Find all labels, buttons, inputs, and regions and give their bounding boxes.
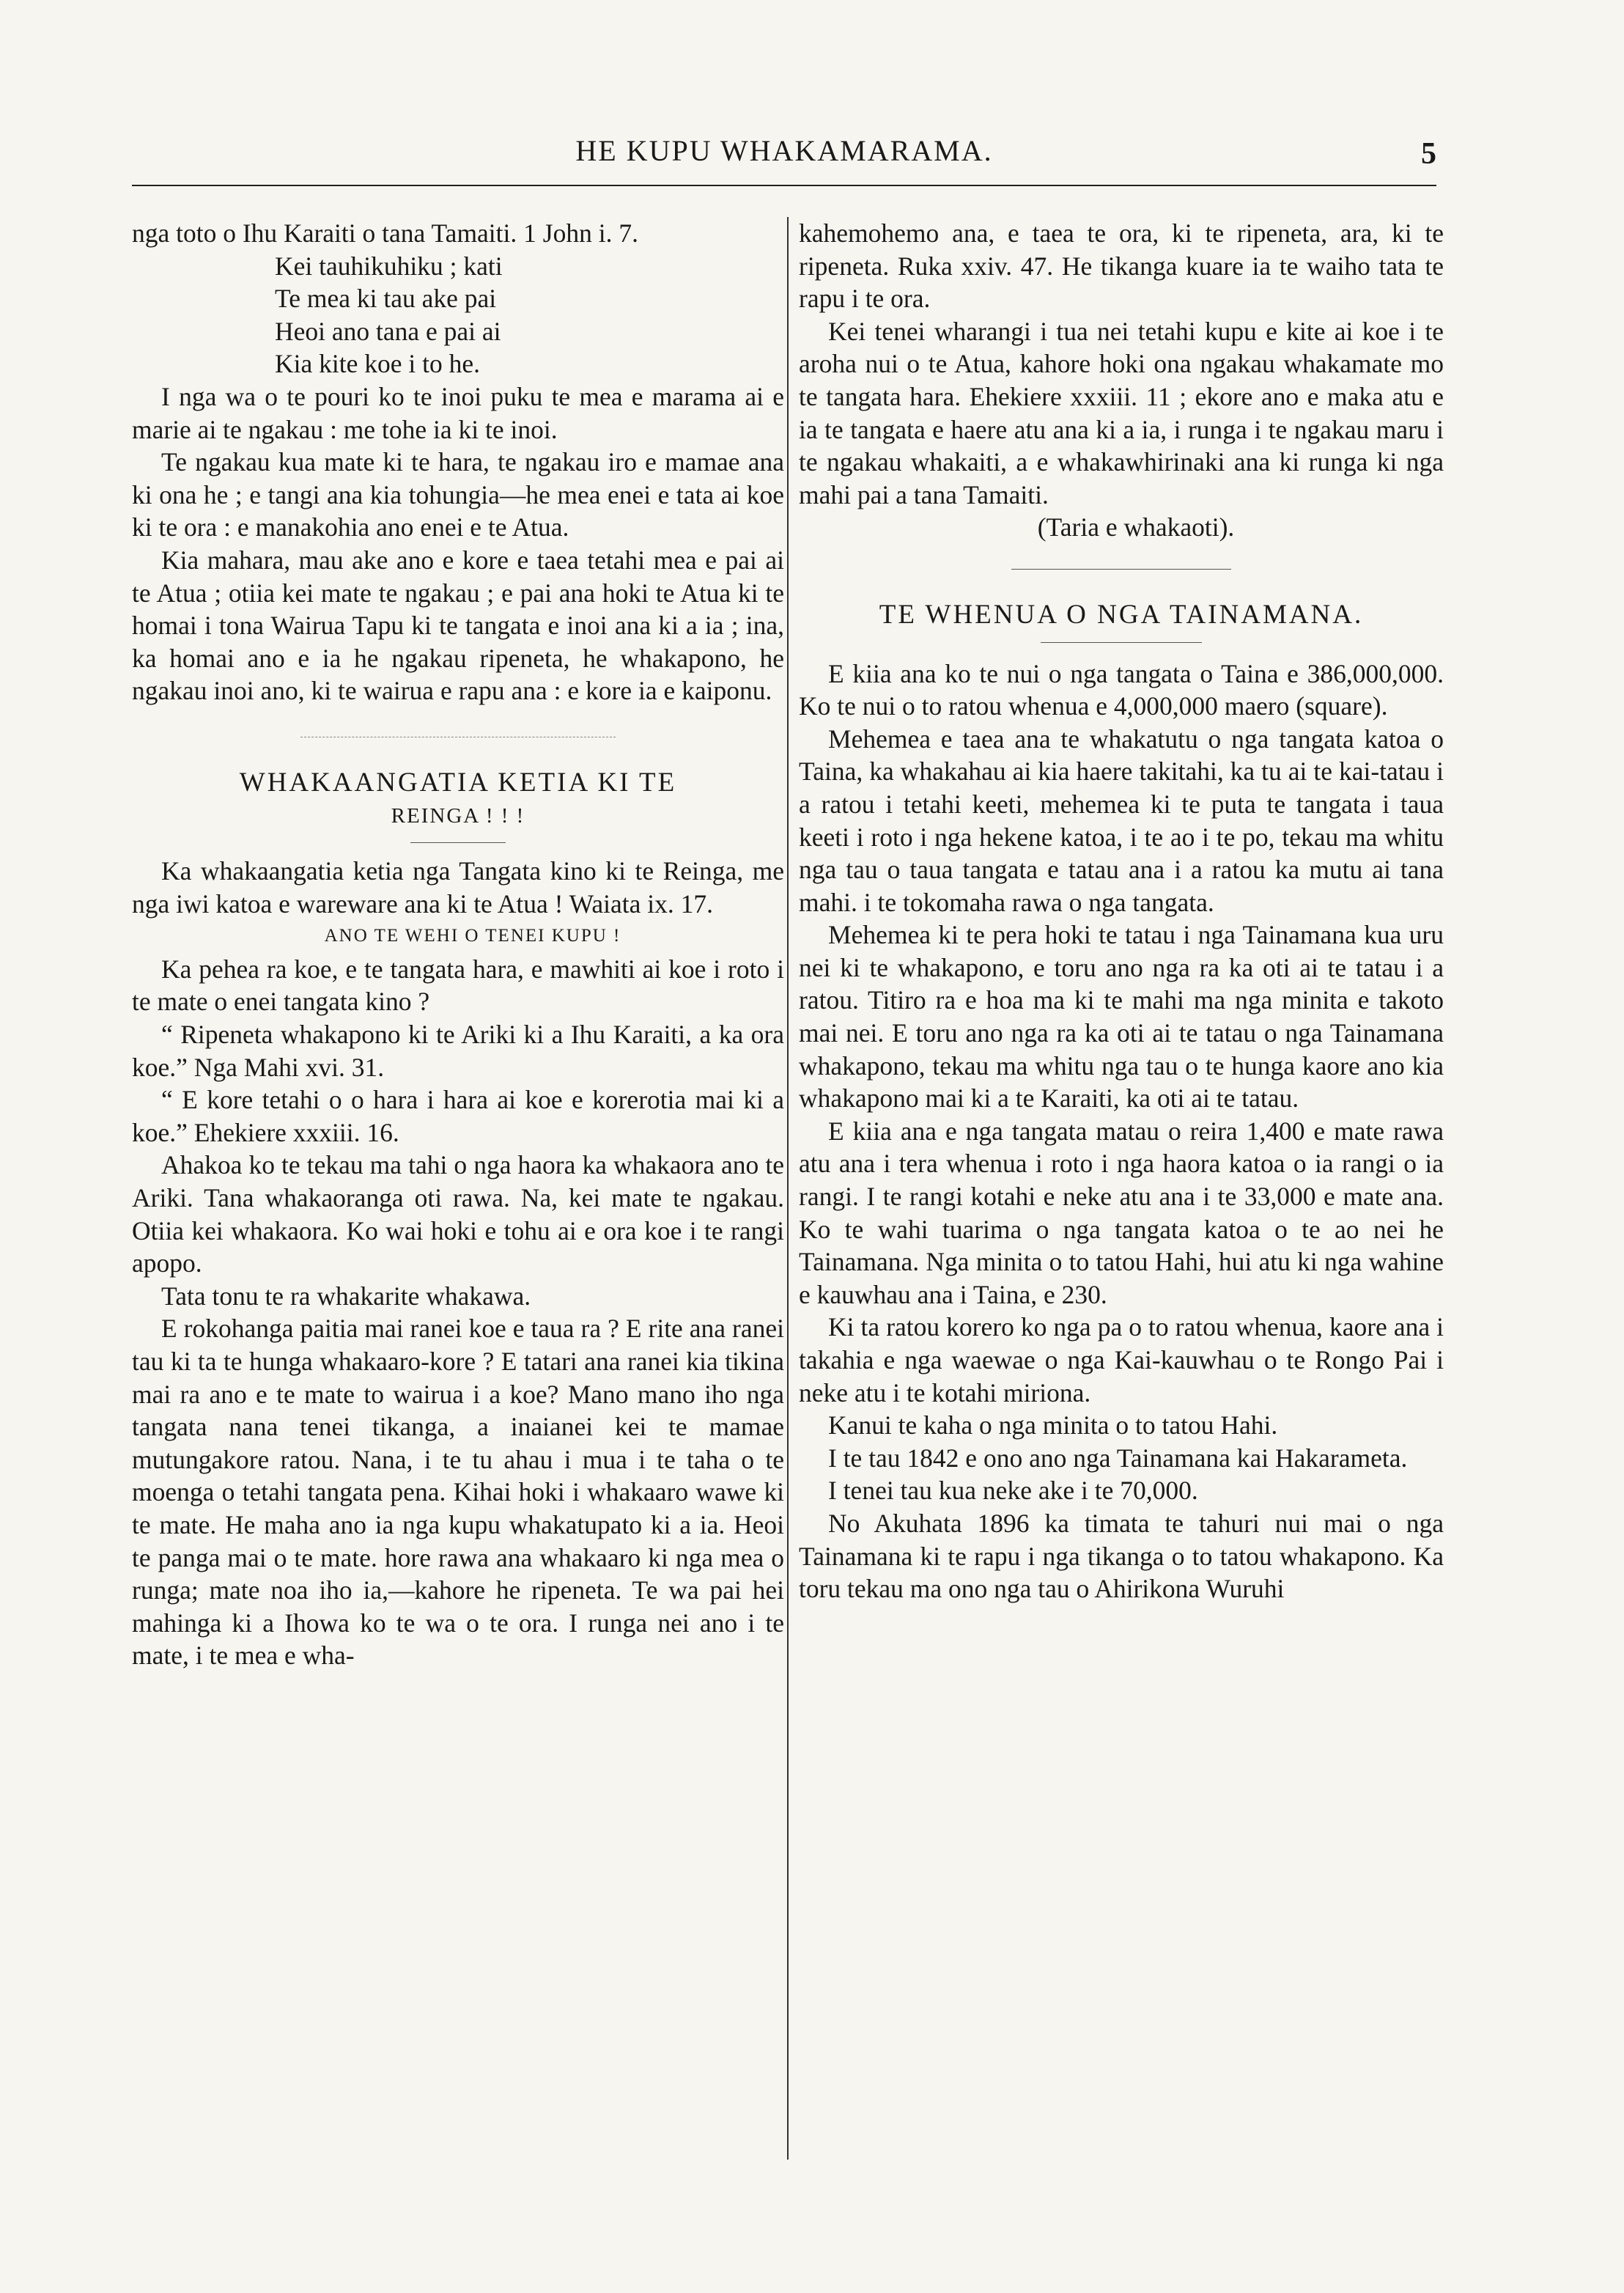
paragraph: kahemohemo ana, e taea te ora, ki te ripeneta, ara, ki te ripeneta. Ruka xxiv. 47. He tikanga kuare ia te waiho tata te rapu i te ora. — [799, 218, 1444, 314]
paragraph: Mehemea ki te pera hoki te tatau i nga Tainamana kua uru nei ki te whakapono, e toru ano nga ra ka oti ai te tatau i a ratou. Titiro ra e hoa ma ki te mahi ma nga minita e takoto mai nei. E toru ano nga ra ka oti ai te tatau o nga Tainamana whakapono, tekau ma whitu nga tau o te hunga kaore ano kia whakapono mai ki a te Karaiti, ka oti ai te tatau. — [799, 920, 1444, 1114]
verse-line: Kia kite koe i to he. — [275, 349, 480, 379]
paragraph: I te tau 1842 e ono ano nga Tainamana kai Hakarameta. — [828, 1443, 1408, 1473]
paragraph: Ka whakaangatia ketia nga Tangata kino ki te Reinga, me nga iwi katoa e wareware ana ki te Atua ! Waiata ix. 17. — [132, 856, 784, 919]
page-header — [132, 133, 1436, 185]
paragraph: Ahakoa ko te tekau ma tahi o nga haora ka whakaora ano te Ariki. Tana whakaoranga oti rawa. Na, kei mate te ngakau. Otiia kei whakaora. Ko wai hoki e tohu ai e ora koe i te rangi apopo. — [132, 1150, 784, 1278]
verse-line: Heoi ano tana e pai ai — [275, 316, 501, 346]
verse-line: Kei tauhikuhiku ; kati — [275, 251, 503, 281]
continuation-note: (Taria e whakaoti). — [1037, 512, 1235, 542]
paragraph: I tenei tau kua neke ake i te 70,000. — [828, 1476, 1198, 1506]
paragraph: nga toto o Ihu Karaiti o tana Tamaiti. 1 John i. 7. — [132, 218, 638, 248]
article-heading: TE WHENUA O NGA TAINAMANA. — [879, 599, 1364, 630]
paragraph: “ Ripeneta whakapono ki te Ariki ki a Ihu Karaiti, a ka ora koe.” Nga Mahi xvi. 31. — [132, 1020, 784, 1082]
paragraph: Te ngakau kua mate ki te hara, te ngakau iro e mamae ana ki ona he ; e tangi ana kia tohungia—he mea enei e tata ai koe ki te ora : e manakohia ano enei e te Atua. — [132, 447, 784, 542]
paragraph: Kia mahara, mau ake ano e kore e taea tetahi mea e pai ai te Atua ; otiia kei mate te ngakau ; e pai ana hoki te Atua ki te homai i tona Wairua Tapu ki te tangata e inoi ana ki a ia ; ina, ka homai ano e ia he ngakau ripeneta, he whakapono, he ngakau inoi ano, ki te wairua e rapu ana : e kore ia e kaiponu. — [132, 545, 784, 706]
exclamation-line: ANO TE WEHI O TENEI KUPU ! — [324, 926, 621, 946]
section-divider — [1011, 569, 1231, 570]
verse — [132, 250, 784, 380]
page-number: 5 — [1421, 137, 1436, 171]
heading-rule — [410, 842, 506, 843]
paragraph: No Akuhata 1896 ka timata te tahuri nui mai o nga Tainamana ki te rapu i nga tikanga o to tatou whakapono. Ka toru tekau ma ono nga tau o Ahirikona Wuruhi — [799, 1508, 1444, 1604]
heading-rule — [1041, 642, 1202, 643]
header-rule — [132, 185, 1436, 186]
running-title: HE KUPU WHAKAMARAMA. — [575, 134, 993, 167]
paragraph: I nga wa o te pouri ko te inoi puku te mea e marama ai e marie ai te ngakau : me tohe ia ki te inoi. — [132, 381, 784, 444]
right-column — [799, 217, 1444, 1605]
column-divider — [787, 217, 789, 2160]
paragraph: E kiia ana e nga tangata matau o reira 1,400 e mate rawa atu ana i tera whenua i roto i nga haora katoa o ia rangi o ia rangi. I te rangi kotahi e neke atu ana i te 33,000 e mate ana. Ko te wahi tuarima o nga tangata katoa o te ao nei he Tainamana. Nga minita o to tatou Hahi, hui atu ki nga wahine e kauwhau ana i Taina, e 230. — [799, 1116, 1444, 1309]
paragraph: E rokohanga paitia mai ranei koe e taua ra ? E rite ana ranei tau ki ta te hunga whakaaro-kore ? E tatari ana ranei kia tikina mai ra ano e te mate to wairua i a koe? Mano mano iho nga tangata nana tenei tikanga, a inaianei kei te mamae mutungakore ratou. Nana, i te tu ahau i mua i te taha o te moenga o tetahi tangata pena. Kihai hoki i whakaaro wawe ki te mate. He maha ano ia nga kupu whakatupato ki a ia. Heoi te panga mai o te mate. hore rawa ana whakaaro ki nga mea o runga; mate noa iho ia,—kahore he ripeneta. Te wa pai hei mahinga ki a Ihowa ko te wa o te ora. I runga nei ano i te mate, i te mea e wha- — [132, 1314, 784, 1671]
paragraph: Mehemea e taea ana te whakatutu o nga tangata katoa o Taina, ka whakahau ai kia haere takitahi, ka tu ai te kai-tatau i a ratou i tetahi keeti, mehemea ki te puta te tangata i taua keeti i roto i nga hekene katoa, i te ao i te po, tekau ma whitu nga tau o taua tangata e tatau ana i a ratou ka mutu ai tana mahi. i te tokomaha rawa o nga tangata. — [799, 724, 1444, 917]
paragraph: Ka pehea ra koe, e te tangata hara, e mawhiti ai koe i roto i te mate o enei tangata kino ? — [132, 954, 784, 1017]
left-column — [132, 217, 784, 1672]
paragraph: Ki ta ratou korero ko nga pa o to ratou whenua, kaore ana i takahia e nga waewae o nga Kai-kauwhau o te Rongo Pai i neke atu i te kotahi miriona. — [799, 1312, 1444, 1407]
article-heading: WHAKAANGATIA KETIA KI TE — [239, 767, 677, 798]
paragraph: Kanui te kaha o nga minita o to tatou Hahi. — [828, 1410, 1278, 1440]
paragraph: E kiia ana ko te nui o nga tangata o Taina e 386,000,000. Ko te nui o to ratou whenua e 4,000,000 maero (square). — [799, 658, 1444, 721]
paragraph: Tata tonu te ra whakarite whakawa. — [161, 1281, 531, 1311]
article-subheading: REINGA ! ! ! — [391, 803, 525, 828]
paragraph: Kei tenei wharangi i tua nei tetahi kupu e kite ai koe i te aroha nui o te Atua, kahore hoki ona ngakau whakamate mo te tangata hara. Ehekiere xxxiii. 11 ; ekore ano e maka atu e ia te tangata e haere atu ana ki a ia, i runga i te ngakau maru i te ngakau whakaiti, a e whakawhirinaki ana ki runga ki nga mahi pai a tana Tamaiti. — [799, 316, 1444, 509]
paragraph: “ E kore tetahi o o hara i hara ai koe e korerotia mai ki a koe.” Ehekiere xxxiii. 16. — [132, 1085, 784, 1147]
verse-line: Te mea ki tau ake pai — [275, 284, 497, 314]
